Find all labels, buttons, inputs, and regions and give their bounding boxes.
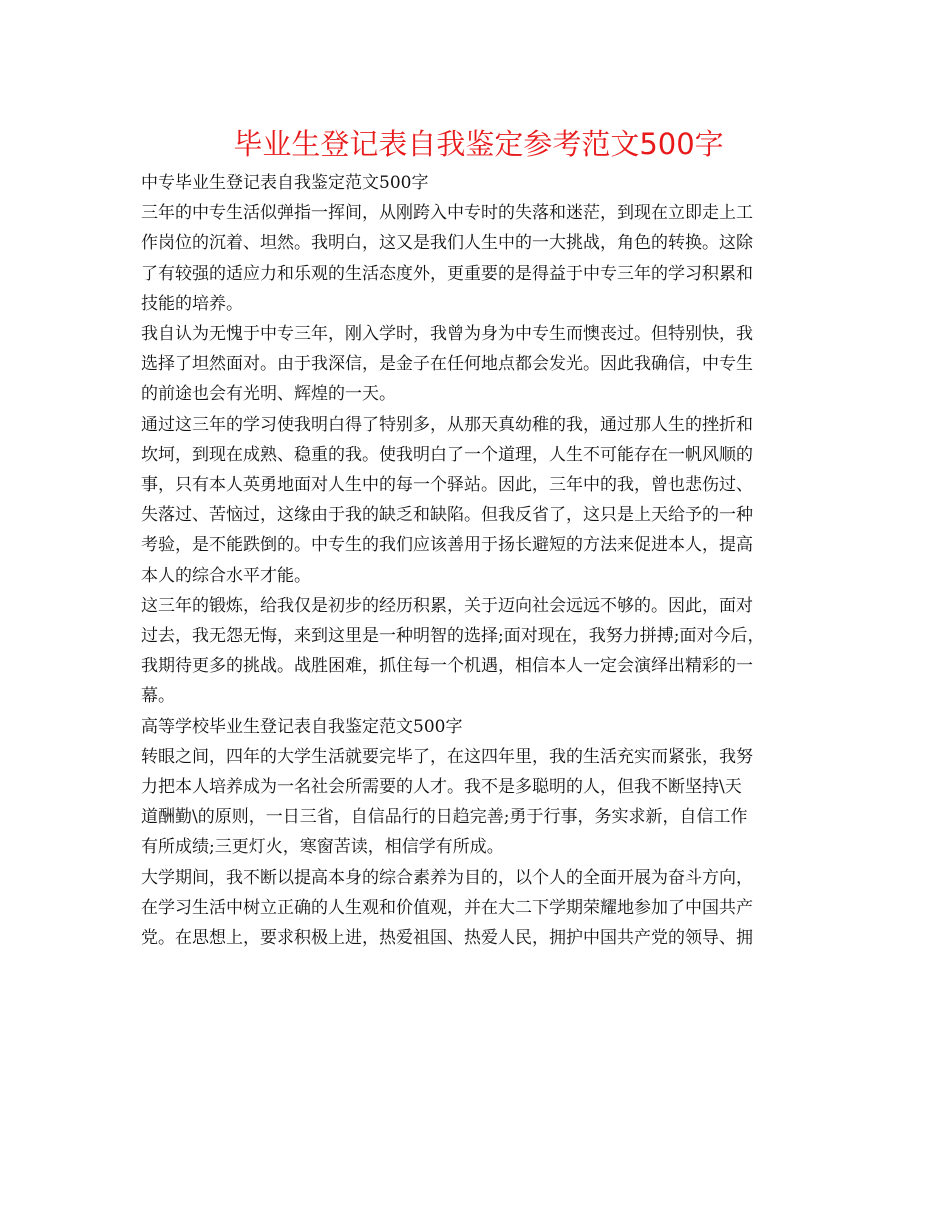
text-line: 我期待更多的挑战。战胜困难，抓住每一个机遇，相信本人一定会演绎出精彩的一	[141, 656, 753, 677]
text-line: 坎坷，到现在成熟、稳重的我。使我明白了一个道理，人生不可能存在一帆风顺的	[141, 444, 753, 465]
text-line: 作岗位的沉着、坦然。我明白，这又是我们人生中的一大挑战，角色的转换。这除	[141, 233, 753, 254]
text-line: 考验，是不能跌倒的。中专生的我们应该善用于扬长避短的方法来促进本人，提高	[141, 535, 753, 556]
document-body	[141, 168, 816, 953]
document-title: 毕业生登记表自我鉴定参考范文500字	[233, 127, 724, 161]
text-line: 的前途也会有光明、辉煌的一天。	[141, 384, 396, 405]
text-line: 选择了坦然面对。由于我深信，是金子在任何地点都会发光。因此我确信，中专生	[141, 354, 753, 375]
text-line: 中专毕业生登记表自我鉴定范文500字	[141, 173, 429, 193]
text-line: 力把本人培养成为一名社会所需要的人才。我不是多聪明的人，但我不断坚持\天	[141, 777, 742, 798]
text-line: 道酬勤\的原则，一日三省，自信品行的日趋完善;勇于行事，务实求新，自信工作	[141, 807, 748, 828]
text-line: 了有较强的适应力和乐观的生活态度外，更重要的是得益于中专三年的学习积累和	[141, 263, 753, 284]
text-line: 事，只有本人英勇地面对人生中的每一个驿站。因此，三年中的我，曾也悲伤过、	[141, 475, 753, 496]
text-line: 大学期间，我不断以提高本身的综合素养为目的，以个人的全面开展为奋斗方向，	[141, 867, 753, 888]
text-line: 转眼之间，四年的大学生活就要完毕了，在这四年里，我的生活充实而紧张，我努	[141, 746, 753, 767]
text-line: 这三年的锻炼，给我仅是初步的经历积累，关于迈向社会远远不够的。因此，面对	[141, 595, 753, 616]
text-line: 技能的培养。	[141, 293, 243, 314]
text-line: 在学习生活中树立正确的人生观和价值观，并在大二下学期荣耀地参加了中国共产	[141, 897, 753, 918]
text-line: 通过这三年的学习使我明白得了特别多，从那天真幼稚的我，通过那人生的挫折和	[141, 414, 753, 435]
text-line: 幕。	[141, 686, 175, 707]
text-line: 过去，我无怨无悔，来到这里是一种明智的选择;面对现在，我努力拼搏;面对今后，	[141, 626, 765, 647]
text-line: 我自认为无愧于中专三年，刚入学时，我曾为身为中专生而懊丧过。但特别快，我	[141, 324, 753, 345]
document-page	[141, 122, 816, 953]
text-line: 党。在思想上，要求积极上进，热爱祖国、热爱人民，拥护中国共产党的领导、拥	[141, 928, 753, 949]
text-line: 失落过、苦恼过，这缘由于我的缺乏和缺陷。但我反省了，这只是上天给予的一种	[141, 505, 753, 526]
text-line: 高等学校毕业生登记表自我鉴定范文500字	[141, 716, 463, 737]
text-line: 三年的中专生活似弹指一挥间，从刚跨入中专时的失落和迷茫，到现在立即走上工	[141, 203, 753, 224]
text-line: 本人的综合水平才能。	[141, 565, 311, 586]
text-line: 有所成绩;三更灯火，寒窗苦读，相信学有所成。	[141, 837, 504, 858]
